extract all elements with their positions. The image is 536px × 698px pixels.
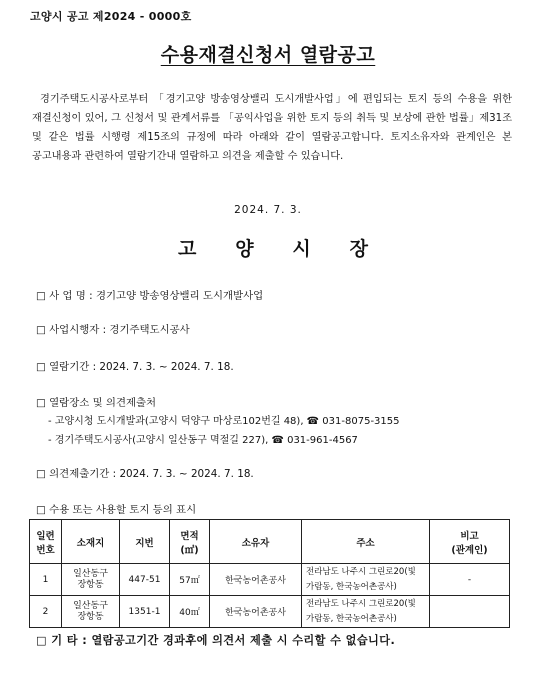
place-gh-corp: - 경기주택도시공사(고양시 일산동구 멱절길 227), ☎ 031-961-4567 <box>48 435 358 446</box>
col-header-serial: 일련 번호 <box>30 520 62 564</box>
table-row <box>30 564 510 596</box>
cell-remarks <box>430 596 510 628</box>
notice-number: 고양시 공고 제2024 - 0000호 <box>30 10 192 23</box>
cell-lot: 447-51 <box>120 564 170 596</box>
col-header-area: 면적 (㎡) <box>170 520 210 564</box>
issuer-char: 시 <box>292 238 311 260</box>
col-header-lot: 지번 <box>120 520 170 564</box>
col-header-location: 소재지 <box>62 520 120 564</box>
cell-address: 전라남도 나주시 그린로20(빛 가람동, 한국농어촌공사) <box>302 564 430 596</box>
issuer-name <box>178 234 368 261</box>
cell-area: 57㎡ <box>170 564 210 596</box>
cell-remarks: - <box>430 564 510 596</box>
item-land-heading: □ 수용 또는 사용할 토지 등의 표시 <box>36 504 197 516</box>
notice-date: 2024. 7. 3. <box>234 204 302 216</box>
land-table <box>29 519 510 628</box>
issuer-char: 고 <box>178 238 197 260</box>
issuer-char: 양 <box>235 238 254 260</box>
issuer-char: 장 <box>349 238 368 260</box>
table-header-row <box>30 520 510 564</box>
cell-owner: 한국농어촌공사 <box>210 564 302 596</box>
notice-body: 경기주택도시공사로부터 「경기고양 방송영상밸리 도시개발사업」에 편입되는 토지 등의 수용을 위한 재결신청이 있어, 그 신청서 및 관계서류를 「공익사업을 위한 토지 등의 취득 및 보상에 관한 법률」제31조 및 같은 법률 시행령 제15조의 규정에 따라 아래와 같이 열람공고합니다. 토지소유자와 관계인은 본 공고내용과 관련하여 열람기간내 열람하고 의견을 제출할 수 있습니다. <box>32 94 512 162</box>
item-project-name: □ 사 업 명 : 경기고양 방송영상밸리 도시개발사업 <box>36 290 264 302</box>
cell-serial: 1 <box>30 564 62 596</box>
cell-address: 전라남도 나주시 그린로20(빛 가람동, 한국농어촌공사) <box>302 596 430 628</box>
item-operator: □ 사업시행자 : 경기주택도시공사 <box>36 324 190 336</box>
col-header-remarks: 비고 (관계인) <box>430 520 510 564</box>
page-title: 수용재결신청서 열람공고 <box>160 44 376 66</box>
cell-location: 일산동구 장항동 <box>62 564 120 596</box>
item-inspection-place: □ 열람장소 및 의견제출처 <box>36 397 157 409</box>
col-header-address: 주소 <box>302 520 430 564</box>
cell-lot: 1351-1 <box>120 596 170 628</box>
cell-owner: 한국농어촌공사 <box>210 596 302 628</box>
table-row <box>30 596 510 628</box>
col-header-owner: 소유자 <box>210 520 302 564</box>
cell-serial: 2 <box>30 596 62 628</box>
item-inspection-period: □ 열람기간 : 2024. 7. 3. ~ 2024. 7. 18. <box>36 361 234 373</box>
cell-area: 40㎡ <box>170 596 210 628</box>
cell-location: 일산동구 장항동 <box>62 596 120 628</box>
item-opinion-period: □ 의견제출기간 : 2024. 7. 3. ~ 2024. 7. 18. <box>36 468 254 480</box>
place-city-hall: - 고양시청 도시개발과(고양시 덕양구 마상로102번길 48), ☎ 031-8075-3155 <box>48 416 400 427</box>
closing-note: □ 기 타 : 열람공고기간 경과후에 의견서 제출 시 수리할 수 없습니다. <box>36 634 396 647</box>
